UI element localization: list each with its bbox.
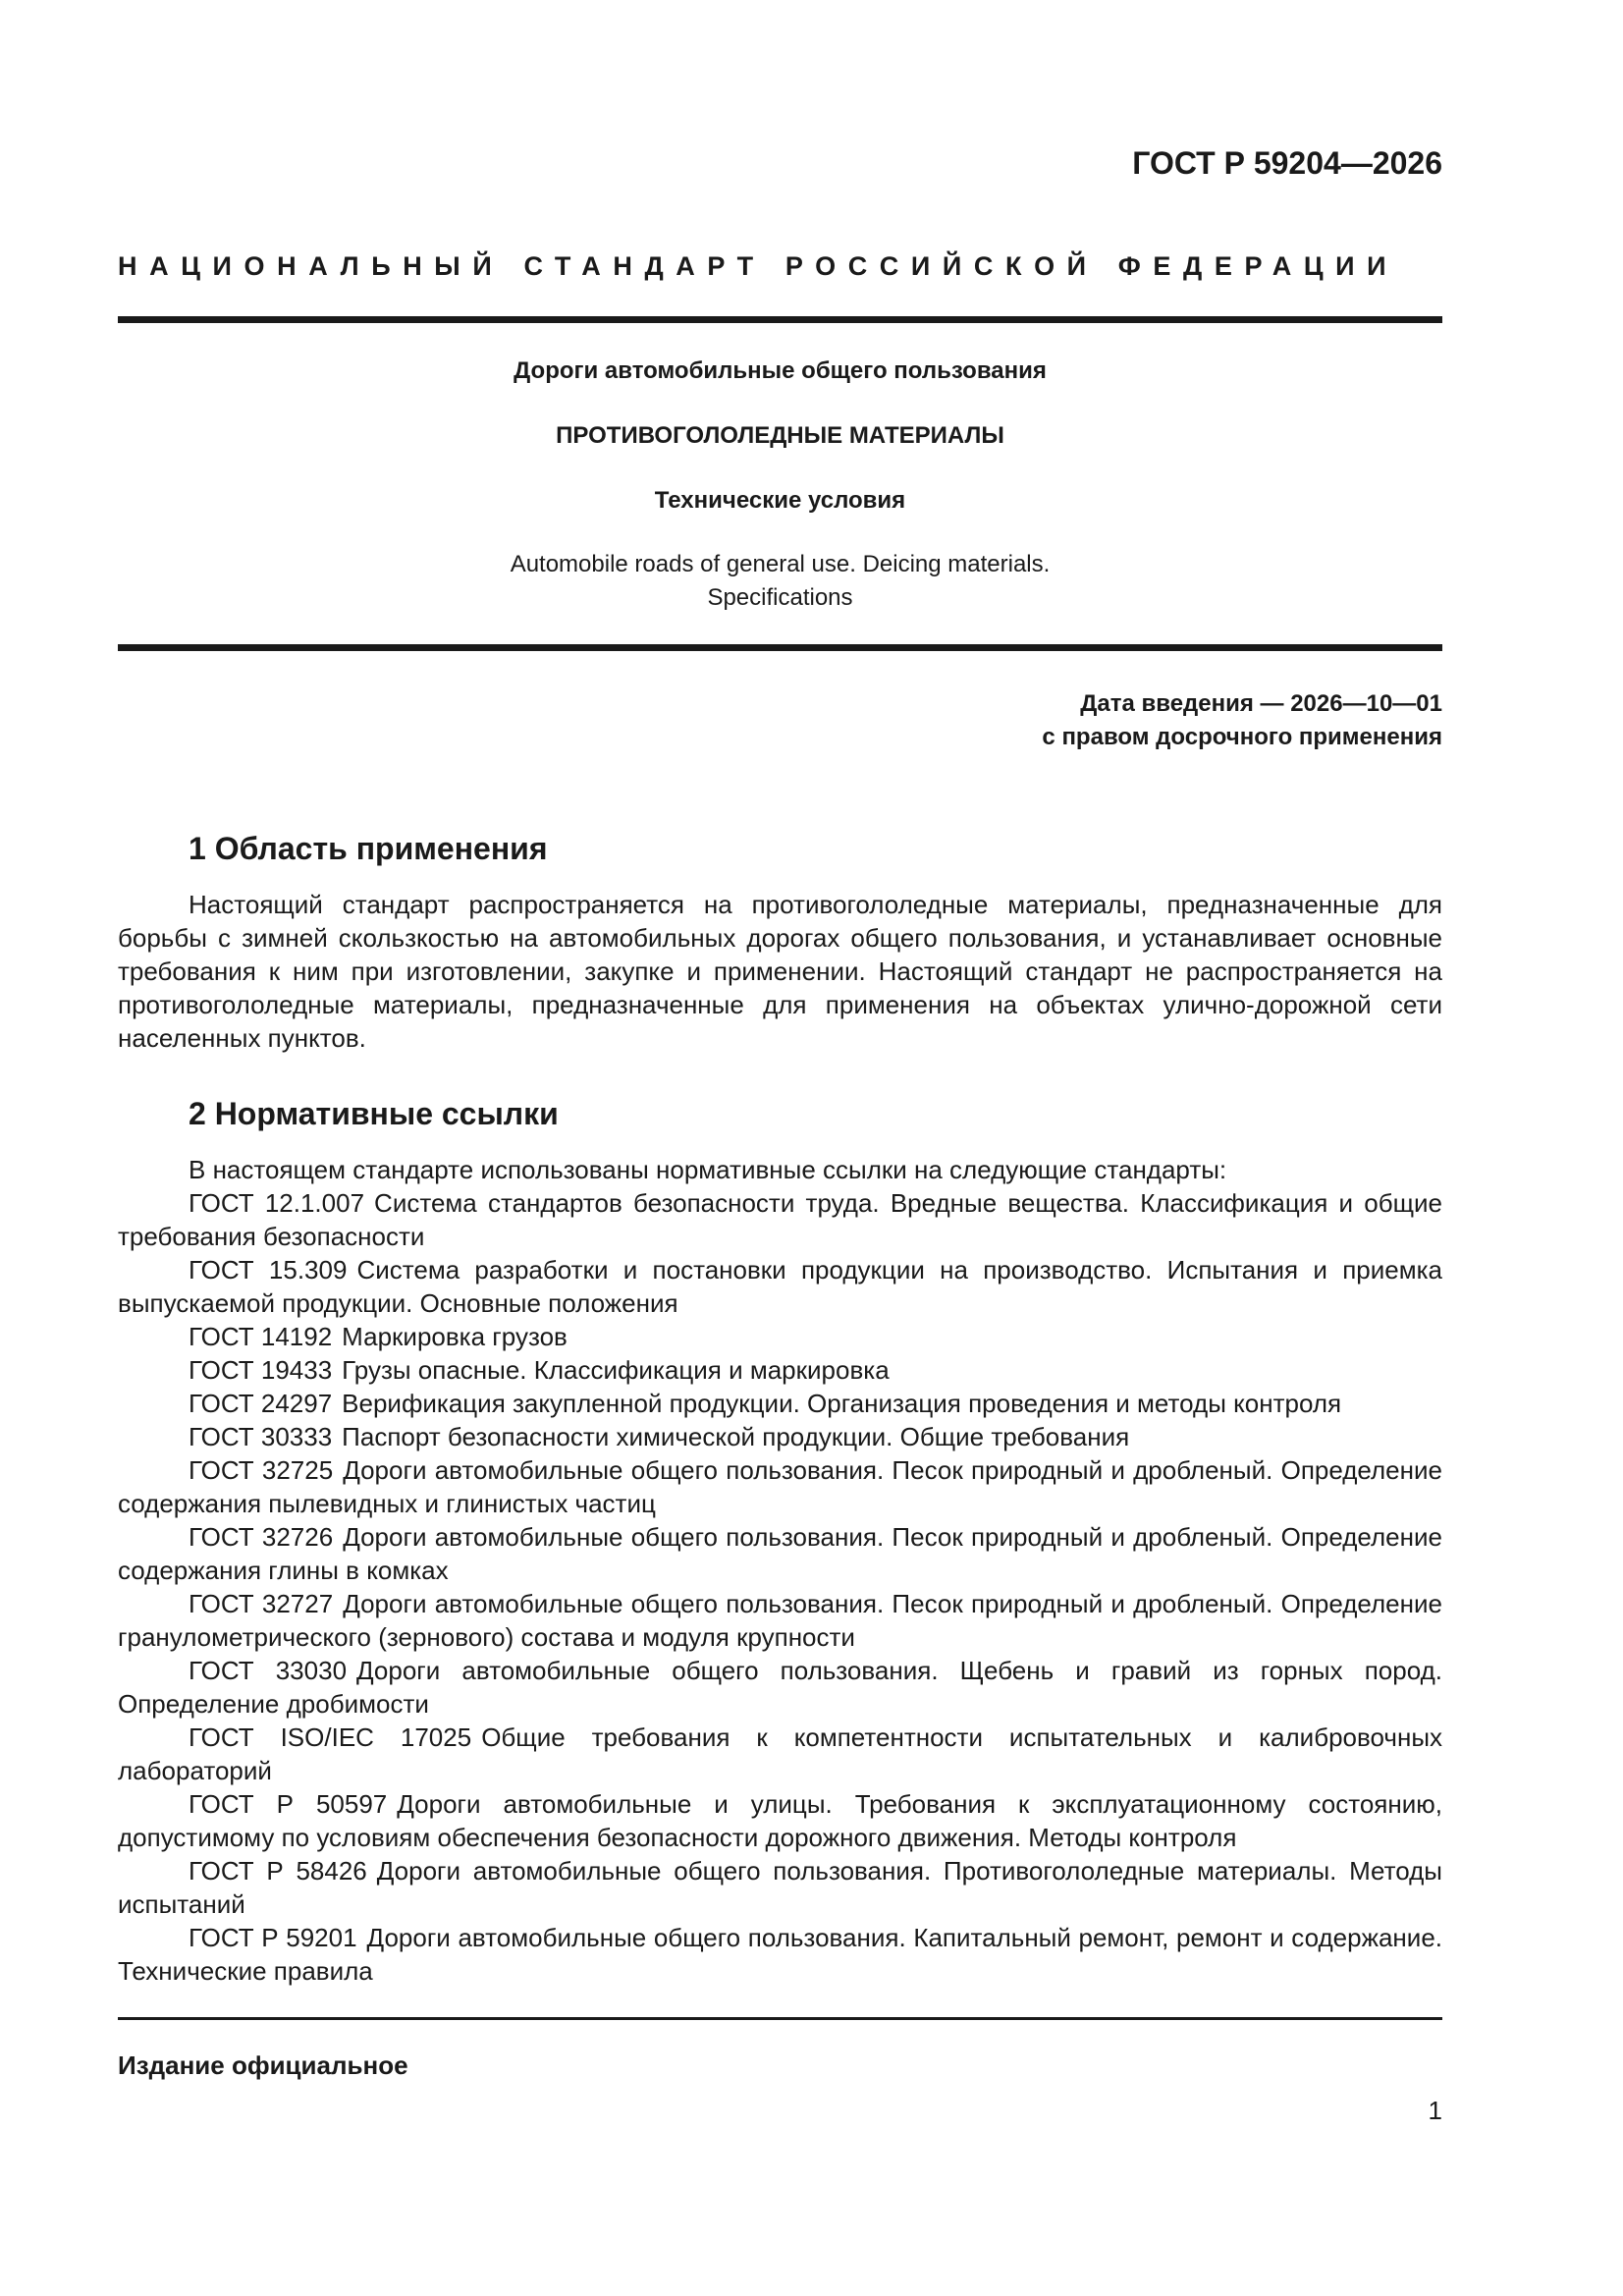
- reference-title: Дороги автомобильные общего пользования. Щебень и гравий из горных пород. Определение дробимости: [118, 1656, 1442, 1719]
- section-1-paragraph: Настоящий стандарт распространяется на противогололедные материалы, предназначенные для борьбы с зимней скользкостью на автомобильных дорогах общего пользования, и устанавливает основные требования к ним при изготовлении, закупке и применении. Настоящий стандарт не распространяется на противогололедные материалы, предназначенные для применения на объектах улично-дорожной сети населенных пунктов.: [118, 890, 1442, 1053]
- reference-title: Система стандартов безопасности труда. Вредные вещества. Классификация и общие требования безопасности: [118, 1188, 1442, 1251]
- national-standard-heading: НАЦИОНАЛЬНЫЙ СТАНДАРТ РОССИЙСКОЙ ФЕДЕРАЦИИ: [118, 251, 1399, 281]
- reference-code: ГОСТ 12.1.007: [189, 1188, 365, 1218]
- introduction-date: [1042, 687, 1442, 754]
- reference-code: ГОСТ 24297: [189, 1389, 333, 1418]
- reference-title: Грузы опасные. Классификация и маркировка: [342, 1355, 890, 1385]
- reference-code: ГОСТ 30333: [189, 1422, 333, 1451]
- reference-item: [118, 1787, 1442, 1854]
- title-line-2: ПРОТИВОГОЛОЛЕДНЫЕ МАТЕРИАЛЫ: [556, 422, 1004, 449]
- reference-title: Система разработки и постановки продукции на производство. Испытания и приемка выпускаемой продукции. Основные положения: [118, 1255, 1442, 1318]
- reference-title: Общие требования к компетентности испытательных и калибровочных лабораторий: [118, 1722, 1443, 1785]
- top-rule: [118, 316, 1442, 323]
- english-title: [118, 548, 1442, 615]
- reference-item: [118, 1721, 1442, 1787]
- reference-code: ГОСТ 14192: [189, 1322, 333, 1351]
- reference-code: ГОСТ 33030: [189, 1656, 348, 1685]
- reference-code: ГОСТ 32725: [189, 1455, 334, 1485]
- title-bottom-rule: [118, 644, 1442, 651]
- reference-item: [118, 1253, 1442, 1320]
- standard-code: ГОСТ Р 59204—2026: [1132, 145, 1442, 181]
- reference-code: ГОСТ Р 59201: [189, 1923, 357, 1952]
- reference-item: [118, 1420, 1442, 1453]
- reference-item: [118, 1921, 1442, 1988]
- reference-title: Дороги автомобильные общего пользования. Песок природный и дробленый. Определение содержания пылевидных и глинистых частиц: [118, 1455, 1442, 1518]
- section-2-title: 2 Нормативные ссылки: [189, 1096, 559, 1131]
- section-2-body: [118, 1153, 1442, 1988]
- reference-title: Маркировка грузов: [342, 1322, 568, 1351]
- reference-item: [118, 1654, 1442, 1721]
- title-line-3: Технические условия: [654, 487, 906, 514]
- reference-item: [118, 1587, 1442, 1654]
- reference-title: Дороги автомобильные общего пользования. Противогололедные материалы. Методы испытаний: [118, 1856, 1442, 1919]
- reference-title: Дороги автомобильные общего пользования. Песок природный и дробленый. Определение содержания глины в комках: [118, 1522, 1442, 1585]
- title-line-1: Дороги автомобильные общего пользования: [514, 357, 1047, 384]
- section-2-intro: В настоящем стандарте использованы нормативные ссылки на следующие стандарты:: [189, 1155, 1227, 1184]
- date-line-2: с правом досрочного применения: [1042, 724, 1442, 750]
- reference-item: [118, 1453, 1442, 1520]
- references-list: [118, 1186, 1442, 1988]
- reference-item: [118, 1520, 1442, 1587]
- reference-code: ГОСТ ISO/IEC 17025: [189, 1722, 472, 1752]
- date-line-1: Дата введения — 2026—10—01: [1080, 690, 1442, 717]
- reference-item: [118, 1320, 1442, 1353]
- reference-code: ГОСТ Р 58426: [189, 1856, 367, 1886]
- reference-title: Дороги автомобильные общего пользования. Песок природный и дробленый. Определение гранулометрического (зернового) состава и модуля крупности: [118, 1589, 1442, 1652]
- reference-item: [118, 1353, 1442, 1387]
- reference-title: Дороги автомобильные общего пользования. Капитальный ремонт, ремонт и содержание. Технические правила: [118, 1923, 1443, 1986]
- reference-item: [118, 1387, 1442, 1420]
- reference-item: [118, 1186, 1442, 1253]
- reference-code: ГОСТ 15.309: [189, 1255, 348, 1285]
- page-number: 1: [1428, 2096, 1442, 2125]
- official-edition-label: Издание официальное: [118, 2050, 408, 2080]
- english-title-line-2: Specifications: [707, 584, 853, 611]
- reference-code: ГОСТ 19433: [189, 1355, 333, 1385]
- reference-code: ГОСТ Р 50597: [189, 1789, 388, 1819]
- footer-rule: [118, 2017, 1442, 2020]
- reference-code: ГОСТ 32727: [189, 1589, 334, 1618]
- reference-code: ГОСТ 32726: [189, 1522, 334, 1552]
- section-1-title: 1 Область применения: [189, 831, 548, 866]
- reference-title: Паспорт безопасности химической продукции. Общие требования: [342, 1422, 1130, 1451]
- reference-item: [118, 1854, 1442, 1921]
- reference-title: Верификация закупленной продукции. Организация проведения и методы контроля: [342, 1389, 1342, 1418]
- english-title-line-1: Automobile roads of general use. Deicing materials.: [510, 551, 1051, 577]
- section-1-body: [118, 888, 1442, 1055]
- reference-title: Дороги автомобильные и улицы. Требования к эксплуатационному состоянию, допустимому по условиям обеспечения безопасности дорожного движения. Методы контроля: [118, 1789, 1442, 1852]
